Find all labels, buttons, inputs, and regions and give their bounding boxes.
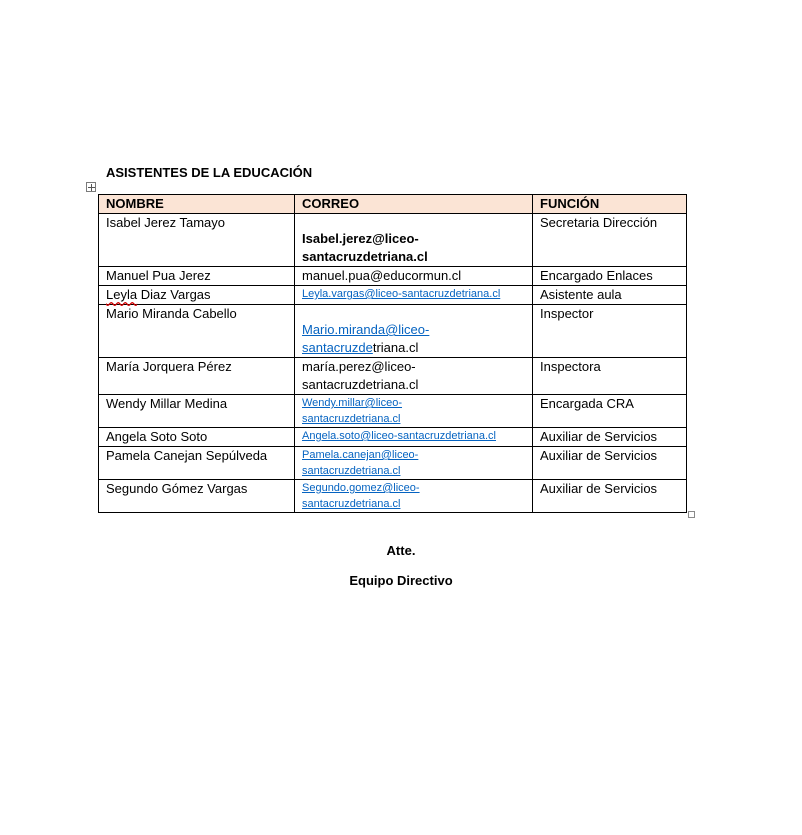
closing-text: Atte. [386, 543, 416, 558]
email-line-1: Wendy.millar@liceo- [302, 397, 403, 409]
staff-email [302, 214, 525, 266]
table-row [99, 447, 687, 480]
name-cell [99, 395, 295, 428]
table-row [99, 214, 687, 267]
staff-name: Mario Miranda Cabello [106, 306, 237, 321]
email-line-2: santacruzdetriana.cl [302, 249, 428, 264]
name-rest: Diaz Vargas [137, 287, 211, 302]
table-header-row [99, 195, 687, 214]
table-move-icon[interactable] [86, 182, 96, 192]
name-cell [99, 447, 295, 480]
role-cell [533, 214, 687, 267]
header-correo: CORREO [295, 195, 533, 214]
email-cell [295, 214, 533, 267]
role-cell [533, 428, 687, 447]
email-cell [295, 395, 533, 428]
staff-email: manuel.pua@educormun.cl [302, 268, 462, 283]
staff-role: Inspectora [540, 359, 601, 374]
staff-role: Auxiliar de Servicios [540, 481, 658, 496]
email-cell [295, 267, 533, 286]
role-cell [533, 305, 687, 358]
table-row [99, 480, 687, 513]
email-text-part: triana.cl [372, 340, 419, 355]
email-link[interactable] [302, 395, 525, 427]
staff-name: María Jorquera Pérez [106, 359, 232, 374]
name-cell [99, 305, 295, 358]
email-line-2: santacruzdetriana.cl [302, 465, 401, 477]
role-cell [533, 358, 687, 395]
email-cell [295, 428, 533, 447]
staff-role: Auxiliar de Servicios [540, 448, 658, 463]
email-link[interactable] [302, 480, 525, 512]
email-cell [295, 286, 533, 305]
staff-name: Pamela Canejan Sepúlveda [106, 448, 268, 463]
document-title: ASISTENTES DE LA EDUCACIÓN [106, 165, 313, 180]
table-row [99, 428, 687, 447]
role-cell [533, 447, 687, 480]
email-link[interactable]: Mario.miranda@liceo- [302, 322, 430, 337]
email-link[interactable]: Leyla.vargas@liceo-santacruzdetriana.cl [302, 288, 501, 300]
staff-email [302, 305, 525, 357]
staff-role: Inspector [540, 306, 594, 321]
role-cell [533, 267, 687, 286]
staff-name: Manuel Pua Jerez [106, 268, 211, 283]
table-row [99, 358, 687, 395]
header-funcion: FUNCIÓN [533, 195, 687, 214]
staff-name [106, 286, 287, 304]
staff-role: Encargado Enlaces [540, 268, 653, 283]
email-line-2: santacruzdetriana.cl [302, 377, 419, 392]
email-cell [295, 358, 533, 395]
name-cell [99, 480, 295, 513]
email-cell [295, 447, 533, 480]
role-cell [533, 395, 687, 428]
staff-table [98, 194, 687, 513]
email-line-2: santacruzdetriana.cl [302, 498, 401, 510]
table-row [99, 395, 687, 428]
name-cell [99, 286, 295, 305]
email-link[interactable]: Angela.soto@liceo-santacruzdetriana.cl [302, 430, 496, 442]
email-line-1: maría.perez@liceo- [302, 359, 416, 374]
table-resize-icon[interactable] [688, 511, 695, 518]
staff-name: Wendy Millar Medina [106, 396, 228, 411]
table-row [99, 305, 687, 358]
staff-name: Angela Soto Soto [106, 429, 208, 444]
staff-role: Asistente aula [540, 287, 622, 302]
staff-role: Secretaria Dirección [540, 215, 658, 230]
email-line-1: Pamela.canejan@liceo- [302, 449, 419, 461]
email-cell [295, 480, 533, 513]
email-line-1: Segundo.gomez@liceo- [302, 482, 420, 494]
signature-text: Equipo Directivo [349, 573, 453, 588]
name-cell [99, 428, 295, 447]
staff-role: Encargada CRA [540, 396, 634, 411]
email-link-part[interactable]: santacruzde [302, 340, 373, 355]
table-row [99, 267, 687, 286]
role-cell [533, 286, 687, 305]
email-cell [295, 305, 533, 358]
staff-email [302, 358, 525, 394]
name-cell [99, 214, 295, 267]
role-cell [533, 480, 687, 513]
header-nombre: NOMBRE [99, 195, 295, 214]
name-cell [99, 358, 295, 395]
email-line-2: santacruzdetriana.cl [302, 413, 401, 425]
staff-name: Segundo Gómez Vargas [106, 481, 248, 496]
name-cell [99, 267, 295, 286]
email-line-1: Isabel.jerez@liceo- [302, 231, 419, 246]
table-row [99, 286, 687, 305]
email-link[interactable] [302, 447, 525, 479]
staff-role: Auxiliar de Servicios [540, 429, 658, 444]
staff-name: Isabel Jerez Tamayo [106, 215, 225, 230]
spellcheck-word[interactable]: Leyla [106, 287, 138, 302]
